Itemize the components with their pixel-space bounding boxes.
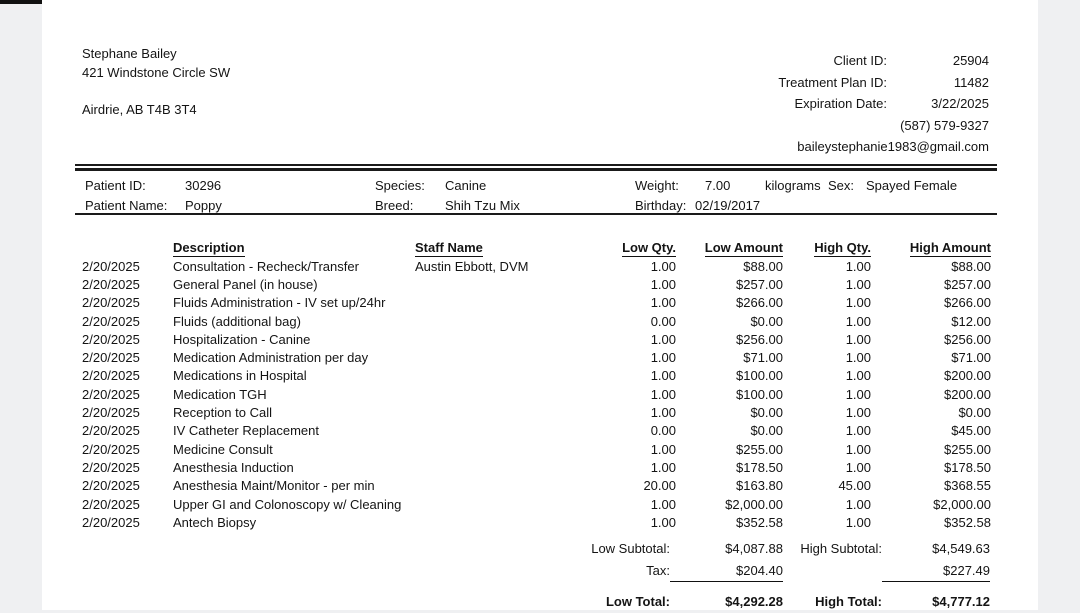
birthday-label: Birthday: (635, 197, 687, 213)
item-staff (415, 275, 602, 293)
item-low-qty: 20.00 (643, 478, 676, 494)
item-date: 2/20/2025 (82, 276, 140, 292)
item-row (82, 330, 991, 348)
sex-label: Sex: (828, 177, 855, 193)
item-low-amount: $100.00 (736, 368, 783, 384)
high-subtotal-label: High Subtotal: (800, 541, 882, 556)
client-phone: (587) 579-9327 (900, 117, 989, 133)
item-description: Anesthesia Induction (173, 459, 294, 475)
item-date: 2/20/2025 (82, 478, 140, 494)
item-staff (415, 477, 602, 495)
low-subtotal-label: Low Subtotal: (591, 541, 670, 556)
item-low-qty: 1.00 (650, 496, 676, 512)
client-street: 421 Windstone Circle SW (82, 64, 231, 80)
item-description: Medicine Consult (173, 441, 273, 457)
item-low-amount: $266.00 (736, 295, 783, 311)
item-staff (415, 348, 602, 366)
tax-spacer (783, 560, 882, 582)
low-total-label: Low Total: (605, 594, 670, 609)
item-description: Fluids (additional bag) (173, 313, 301, 329)
patient-id-label: Patient ID: (85, 177, 146, 193)
item-high-amount: $352.58 (944, 514, 991, 530)
item-low-qty: 1.00 (650, 459, 676, 475)
item-low-amount: $257.00 (736, 276, 783, 292)
item-row (82, 348, 991, 366)
totals-block (422, 538, 990, 613)
item-staff (415, 495, 602, 513)
item-description: Medication Administration per day (173, 350, 369, 366)
high-subtotal-value: $4,549.63 (932, 541, 990, 556)
item-low-amount: $178.50 (736, 459, 783, 475)
item-high-qty: 1.00 (845, 368, 871, 384)
item-row (82, 422, 991, 440)
weight-unit: kilograms (765, 177, 821, 193)
client-id-value: 25904 (952, 53, 989, 68)
item-high-qty: 1.00 (845, 386, 871, 402)
item-row (82, 403, 991, 421)
item-date: 2/20/2025 (82, 514, 140, 530)
patient-name-label: Patient Name: (85, 197, 168, 213)
address-blank-line (82, 82, 230, 101)
item-low-amount: $0.00 (750, 423, 783, 439)
item-staff (415, 403, 602, 421)
breed-value: Shih Tzu Mix (445, 197, 520, 213)
item-date: 2/20/2025 (82, 459, 140, 475)
item-row (82, 477, 991, 495)
item-date: 2/20/2025 (82, 331, 140, 347)
plan-meta-block (778, 50, 989, 158)
item-high-qty: 1.00 (845, 331, 871, 347)
item-low-qty: 1.00 (650, 386, 676, 402)
item-staff (415, 294, 602, 312)
item-low-qty: 1.00 (650, 276, 676, 292)
items-table (82, 231, 991, 531)
item-row (82, 367, 991, 385)
patient-info-bar (75, 164, 997, 215)
item-staff (415, 513, 602, 531)
client-address-block (82, 45, 230, 119)
item-low-amount: $256.00 (736, 331, 783, 347)
item-low-qty: 1.00 (650, 368, 676, 384)
item-staff (415, 312, 602, 330)
item-high-qty: 1.00 (845, 441, 871, 457)
item-staff (415, 422, 602, 440)
item-low-amount: $163.80 (736, 478, 783, 494)
item-staff: Austin Ebbott, DVM (415, 258, 529, 274)
item-high-qty: 1.00 (845, 313, 871, 329)
high-qty-column-header: High Qty. (814, 240, 871, 255)
breed-label: Breed: (375, 197, 414, 213)
item-row (82, 385, 991, 403)
patient-name-value: Poppy (185, 197, 222, 213)
item-staff (415, 330, 602, 348)
item-high-amount: $2,000.00 (933, 496, 991, 512)
weight-label: Weight: (635, 177, 679, 193)
expiration-date-label: Expiration Date: (794, 96, 887, 112)
species-value: Canine (445, 177, 487, 193)
client-city: Airdrie, AB T4B 3T4 (82, 101, 197, 117)
item-low-amount: $100.00 (736, 386, 783, 402)
description-column-header: Description (173, 240, 245, 255)
item-date: 2/20/2025 (82, 313, 140, 329)
item-high-qty: 1.00 (845, 405, 871, 421)
expiration-date-value: 3/22/2025 (931, 96, 989, 112)
item-low-amount: $88.00 (743, 258, 783, 274)
item-date: 2/20/2025 (82, 295, 140, 311)
item-description: Hospitalization - Canine (173, 331, 311, 347)
date-column-header (82, 231, 173, 257)
low-tax-value: $204.40 (670, 560, 783, 582)
item-high-qty: 45.00 (838, 478, 871, 494)
item-low-qty: 1.00 (650, 441, 676, 457)
item-high-amount: $255.00 (944, 441, 991, 457)
item-high-qty: 1.00 (845, 514, 871, 530)
item-description: Upper GI and Colonoscopy w/ Cleaning (173, 496, 402, 512)
item-high-amount: $45.00 (951, 423, 991, 439)
item-row (82, 513, 991, 531)
low-amount-column-header: Low Amount (704, 240, 783, 255)
sex-value: Spayed Female (866, 177, 958, 193)
scan-corner-mark (0, 0, 42, 4)
item-date: 2/20/2025 (82, 496, 140, 512)
item-high-amount: $200.00 (944, 386, 991, 402)
item-description: Medication TGH (173, 386, 267, 402)
item-row (82, 275, 991, 293)
item-low-qty: 1.00 (650, 514, 676, 530)
item-high-qty: 1.00 (845, 295, 871, 311)
item-high-amount: $200.00 (944, 368, 991, 384)
item-description: Anesthesia Maint/Monitor - per min (173, 478, 375, 494)
staff-name-column-header: Staff Name (415, 240, 483, 255)
item-low-qty: 0.00 (650, 423, 676, 439)
low-qty-column-header: Low Qty. (622, 240, 676, 255)
high-amount-column-header: High Amount (909, 240, 991, 255)
item-date: 2/20/2025 (82, 350, 140, 366)
item-date: 2/20/2025 (82, 423, 140, 439)
document-page (42, 0, 1038, 610)
item-date: 2/20/2025 (82, 258, 140, 274)
item-high-qty: 1.00 (845, 276, 871, 292)
item-low-qty: 1.00 (650, 350, 676, 366)
item-row (82, 294, 991, 312)
item-description: Antech Biopsy (173, 514, 257, 530)
item-high-amount: $257.00 (944, 276, 991, 292)
high-tax-value: $227.49 (882, 560, 990, 582)
species-label: Species: (375, 177, 425, 193)
item-high-amount: $256.00 (944, 331, 991, 347)
low-total-value: $4,292.28 (725, 594, 783, 609)
patient-bar-body (75, 171, 997, 215)
client-email: baileystephanie1983@gmail.com (797, 139, 989, 155)
item-description: Reception to Call (173, 405, 272, 421)
item-staff (415, 385, 602, 403)
item-high-amount: $12.00 (951, 313, 991, 329)
item-staff (415, 367, 602, 385)
item-low-amount: $71.00 (743, 350, 783, 366)
items-header-row (82, 231, 991, 257)
item-low-amount: $0.00 (750, 313, 783, 329)
item-high-qty: 1.00 (845, 258, 871, 274)
item-high-amount: $368.55 (944, 478, 991, 494)
item-description: General Panel (in house) (173, 276, 318, 292)
item-high-qty: 1.00 (845, 459, 871, 475)
item-row (82, 440, 991, 458)
item-low-qty: 1.00 (650, 295, 676, 311)
item-high-amount: $0.00 (958, 405, 991, 421)
item-row (82, 458, 991, 476)
item-description: Fluids Administration - IV set up/24hr (173, 295, 386, 311)
item-low-amount: $352.58 (736, 514, 783, 530)
item-row (82, 257, 991, 275)
item-date: 2/20/2025 (82, 368, 140, 384)
item-date: 2/20/2025 (82, 441, 140, 457)
item-high-amount: $88.00 (951, 258, 991, 274)
item-row (82, 312, 991, 330)
item-low-qty: 0.00 (650, 313, 676, 329)
item-low-qty: 1.00 (650, 258, 676, 274)
client-id-label: Client ID: (833, 53, 887, 68)
item-description: Medications in Hospital (173, 368, 307, 384)
weight-value: 7.00 (705, 177, 731, 193)
birthday-value: 02/19/2017 (695, 197, 761, 213)
item-date: 2/20/2025 (82, 405, 140, 421)
item-row (82, 495, 991, 513)
client-name: Stephane Bailey (82, 46, 177, 61)
item-high-amount: $266.00 (944, 295, 991, 311)
item-low-amount: $0.00 (750, 405, 783, 421)
item-high-qty: 1.00 (845, 423, 871, 439)
item-low-qty: 1.00 (650, 331, 676, 347)
treatment-plan-id-label: Treatment Plan ID: (778, 74, 887, 90)
item-description: IV Catheter Replacement (173, 423, 319, 439)
high-total-label: High Total: (815, 594, 882, 609)
item-high-qty: 1.00 (845, 350, 871, 366)
item-low-qty: 1.00 (650, 405, 676, 421)
item-high-amount: $71.00 (951, 350, 991, 366)
patient-id-value: 30296 (185, 177, 222, 193)
item-staff (415, 440, 602, 458)
low-subtotal-value: $4,087.88 (725, 541, 783, 556)
item-date: 2/20/2025 (82, 386, 140, 402)
high-total-value: $4,777.12 (932, 594, 990, 609)
item-staff (415, 458, 602, 476)
item-high-amount: $178.50 (944, 459, 991, 475)
item-low-amount: $255.00 (736, 441, 783, 457)
item-high-qty: 1.00 (845, 496, 871, 512)
treatment-plan-id-value: 11482 (953, 74, 989, 90)
item-description: Consultation - Recheck/Transfer (173, 258, 359, 274)
item-low-amount: $2,000.00 (725, 496, 783, 512)
tax-label: Tax: (646, 563, 670, 578)
